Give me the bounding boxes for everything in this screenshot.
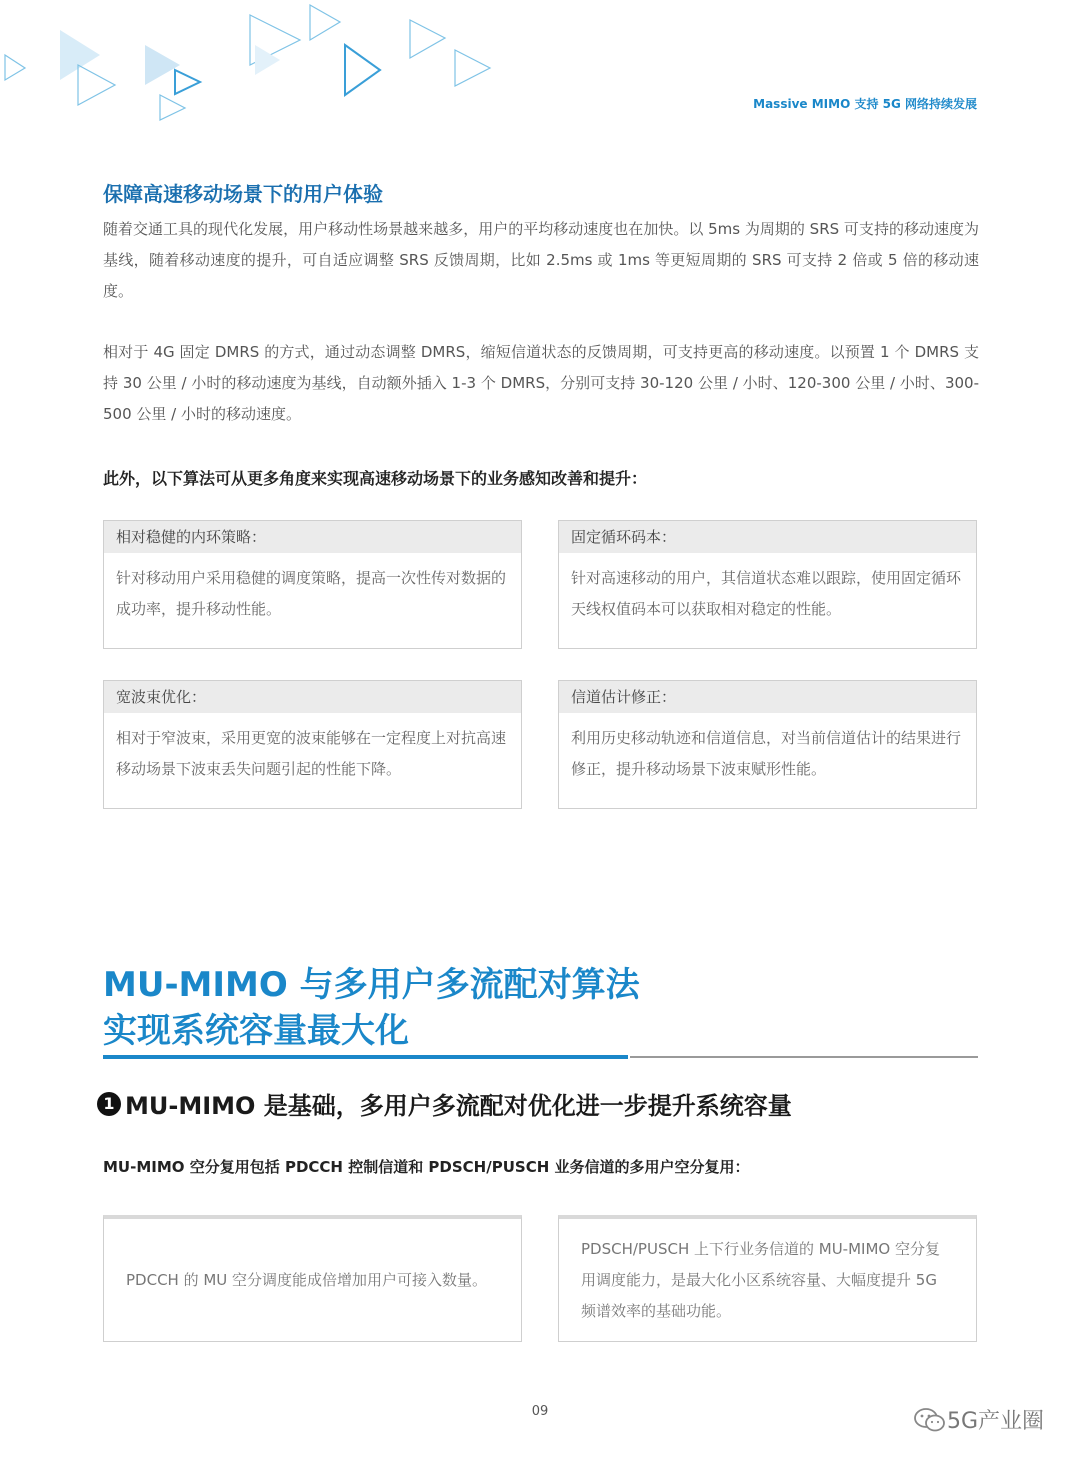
watermark [913, 1404, 1044, 1435]
card-title: 固定循环码本： [559, 521, 976, 553]
card-title: 信道估计修正： [559, 681, 976, 713]
number-badge: 1 [97, 1092, 121, 1116]
header-title: Massive MIMO 支持 5G 网络持续发展 [753, 97, 977, 111]
decorative-triangles [0, 0, 500, 130]
card-pdsch-pusch [558, 1215, 977, 1342]
card-pdcch [103, 1215, 522, 1342]
chapter-title-line2: 实现系统容量最大化 [103, 1011, 409, 1051]
paragraph-dmrs: 相对于 4G 固定 DMRS 的方式，通过动态调整 DMRS，缩短信道状态的反馈周期，可支持更高的移动速度。以预置 1 个 DMRS 支持 30 公里 / 小时的移动速度为基线，自动额外插入 1-3 个 DMRS，分别可支持 30-120 公里 / 小时、120-300 公里 / 小时、300-500 公里 / 小时的移动速度。 [103, 343, 979, 423]
card-title: 相对稳健的内环策略： [104, 521, 521, 553]
wechat-icon [913, 1406, 947, 1434]
card-body: 相对于窄波束，采用更宽的波束能够在一定程度上对抗高速移动场景下波束丢失问题引起的性能下降。 [116, 729, 507, 778]
paragraph-srs: 随着交通工具的现代化发展，用户移动性场景越来越多，用户的平均移动速度也在加快。以 5ms 为周期的 SRS 可支持的移动速度为基线，随着移动速度的提升，可自适应调整 SRS 反馈周期，比如 2.5ms 或 1ms 等更短周期的 SRS 可支持 2 倍或 5 倍的移动速度。 [103, 220, 979, 300]
title-rule-gray [630, 1056, 978, 1058]
chapter-title [103, 962, 640, 1054]
title-rule-blue [103, 1055, 628, 1059]
card-body: PDCCH 的 MU 空分调度能成倍增加用户可接入数量。 [126, 1270, 488, 1289]
card-inner-loop [103, 520, 522, 649]
page-number: 09 [531, 1404, 549, 1419]
card-title: 宽波束优化： [104, 681, 521, 713]
chapter-title-line1: MU-MIMO 与多用户多流配对算法 [103, 965, 640, 1005]
card-fixed-codebook [558, 520, 977, 649]
card-wide-beam [103, 680, 522, 809]
subsection-title [97, 1086, 792, 1121]
card-body: 针对移动用户采用稳健的调度策略，提高一次性传对数据的成功率，提升移动性能。 [116, 569, 507, 618]
mu-mimo-lead: MU-MIMO 空分复用包括 PDCCH 控制信道和 PDSCH/PUSCH 业务信道的多用户空分复用： [103, 1158, 750, 1176]
card-channel-estimation [558, 680, 977, 809]
section-title: 保障高速移动场景下的用户体验 [103, 182, 383, 206]
watermark-text: 5G产业圈 [946, 1409, 1044, 1434]
card-body: 针对高速移动的用户，其信道状态难以跟踪，使用固定循环天线权值码本可以获取相对稳定的性能。 [571, 569, 962, 618]
lead-text: 此外，以下算法可从更多角度来实现高速移动场景下的业务感知改善和提升： [103, 469, 648, 488]
subsection-title-text: MU-MIMO 是基础，多用户多流配对优化进一步提升系统容量 [125, 1092, 792, 1120]
card-body: 利用历史移动轨迹和信道信息，对当前信道估计的结果进行修正，提升移动场景下波束赋形性能。 [571, 729, 962, 778]
card-body: PDSCH/PUSCH 上下行业务信道的 MU-MIMO 空分复用调度能力，是最大化小区系统容量、大幅度提升 5G 频谱效率的基础功能。 [581, 1239, 940, 1320]
